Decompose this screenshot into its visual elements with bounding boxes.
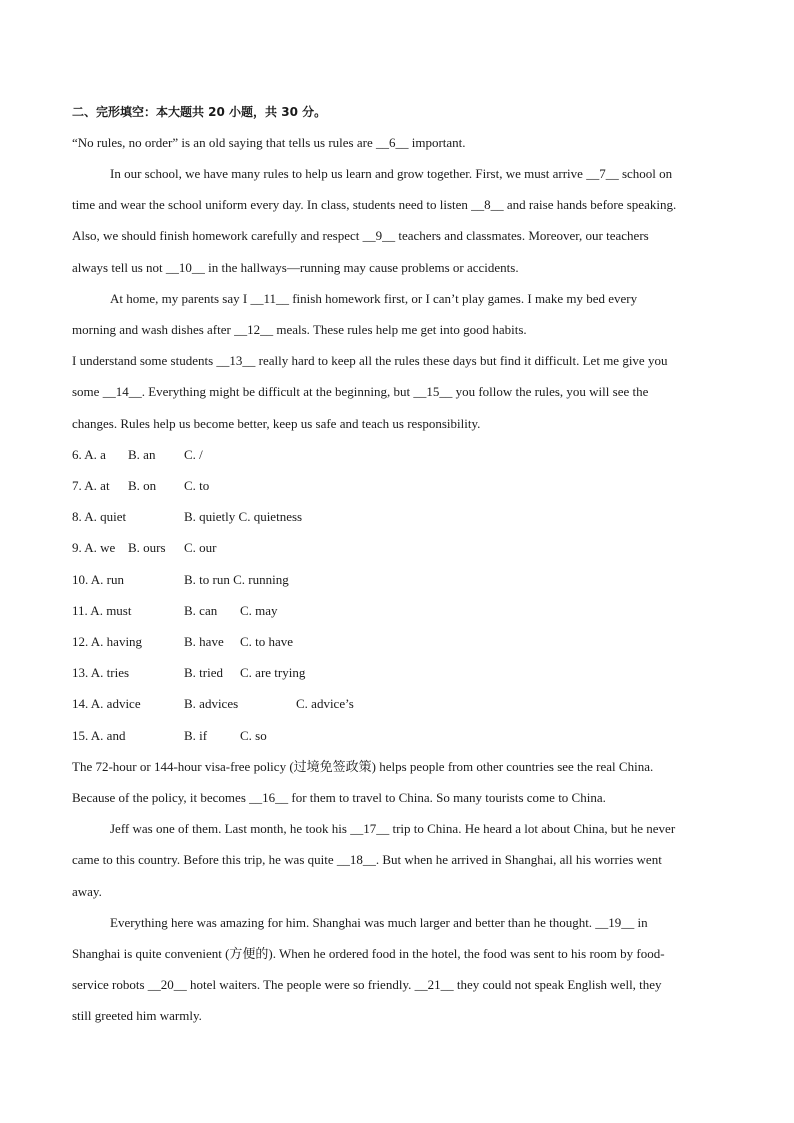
passage1-line: In our school, we have many rules to help us learn and grow together. First, we must arrive __7__ school on xyxy=(110,166,673,181)
option-a: 7. A. at xyxy=(72,478,110,493)
option-c: C. to have xyxy=(240,634,294,649)
option-a: 10. A. run xyxy=(72,572,124,587)
passage2-line: Shanghai is quite convenient (方便的). When he ordered food in the hotel, the food was sent to his room by food- xyxy=(72,946,665,961)
option-b: B. on xyxy=(128,478,157,493)
option-bc: B. to run C. running xyxy=(184,572,289,587)
passage2-line: service robots __20__ hotel waiters. The people were so friendly. __21__ they could not speak English well, they xyxy=(72,977,662,992)
section-heading: 二、完形填空：本大题共 20 小题，共 30 分。 xyxy=(72,105,327,119)
passage2-line: Everything here was amazing for him. Shanghai was much larger and better than he thought. __19__ in xyxy=(110,915,648,930)
option-a: 13. A. tries xyxy=(72,665,130,680)
passage1-line: some __14__. Everything might be difficult at the beginning, but __15__ you follow the rules, you will see the xyxy=(72,384,649,399)
option-a: 12. A. having xyxy=(72,634,143,649)
passage1-line: “No rules, no order” is an old saying that tells us rules are __6__ important. xyxy=(72,135,466,150)
passage1-line: I understand some students __13__ really hard to keep all the rules these days but find it difficult. Let me give you xyxy=(72,353,668,368)
passage1-line: Also, we should finish homework carefully and respect __9__ teachers and classmates. Moreover, our teachers xyxy=(72,228,649,243)
option-c: C. may xyxy=(240,603,278,618)
option-c: C. to xyxy=(184,478,210,493)
option-c: C. our xyxy=(184,540,217,555)
option-c: C. / xyxy=(184,447,203,462)
option-b: B. have xyxy=(184,634,224,649)
passage1-line: morning and wash dishes after __12__ meals. These rules help me get into good habits. xyxy=(72,322,527,337)
passage1-line: At home, my parents say I __11__ finish homework first, or I can’t play games. I make my bed every xyxy=(110,291,638,306)
option-c: C. so xyxy=(240,728,267,743)
passage2-line: came to this country. Before this trip, he was quite __18__. But when he arrived in Shanghai, all his worries went xyxy=(72,852,662,867)
passage1-line: time and wear the school uniform every day. In class, students need to listen __8__ and raise hands before speaking. xyxy=(72,197,677,212)
option-a: 8. A. quiet xyxy=(72,509,127,524)
passage2-line: Because of the policy, it becomes __16__ for them to travel to China. So many tourists come to China. xyxy=(72,790,606,805)
option-b: B. can xyxy=(184,603,218,618)
option-bc: B. quietly C. quietness xyxy=(184,509,303,524)
option-b: B. an xyxy=(128,447,156,462)
passage2-line: Jeff was one of them. Last month, he took his __17__ trip to China. He heard a lot about China, but he never xyxy=(110,821,676,836)
option-a: 11. A. must xyxy=(72,603,132,618)
option-b: B. tried xyxy=(184,665,223,680)
option-c: C. advice’s xyxy=(296,696,354,711)
passage2-line: The 72-hour or 144-hour visa-free policy (过境免签政策) helps people from other countries see the real China. xyxy=(72,759,654,774)
option-a: 6. A. a xyxy=(72,447,106,462)
passage1-line: changes. Rules help us become better, keep us safe and teach us responsibility. xyxy=(72,416,481,431)
option-a: 9. A. we xyxy=(72,540,116,555)
option-c: C. are trying xyxy=(240,665,306,680)
passage1-line: always tell us not __10__ in the hallways—running may cause problems or accidents. xyxy=(72,260,519,275)
option-b: B. advices xyxy=(184,696,239,711)
passage2-line: away. xyxy=(72,884,102,899)
passage2-line: still greeted him warmly. xyxy=(72,1008,202,1023)
option-a: 14. A. advice xyxy=(72,696,141,711)
option-b: B. ours xyxy=(128,540,166,555)
option-b: B. if xyxy=(184,728,208,743)
option-a: 15. A. and xyxy=(72,728,126,743)
